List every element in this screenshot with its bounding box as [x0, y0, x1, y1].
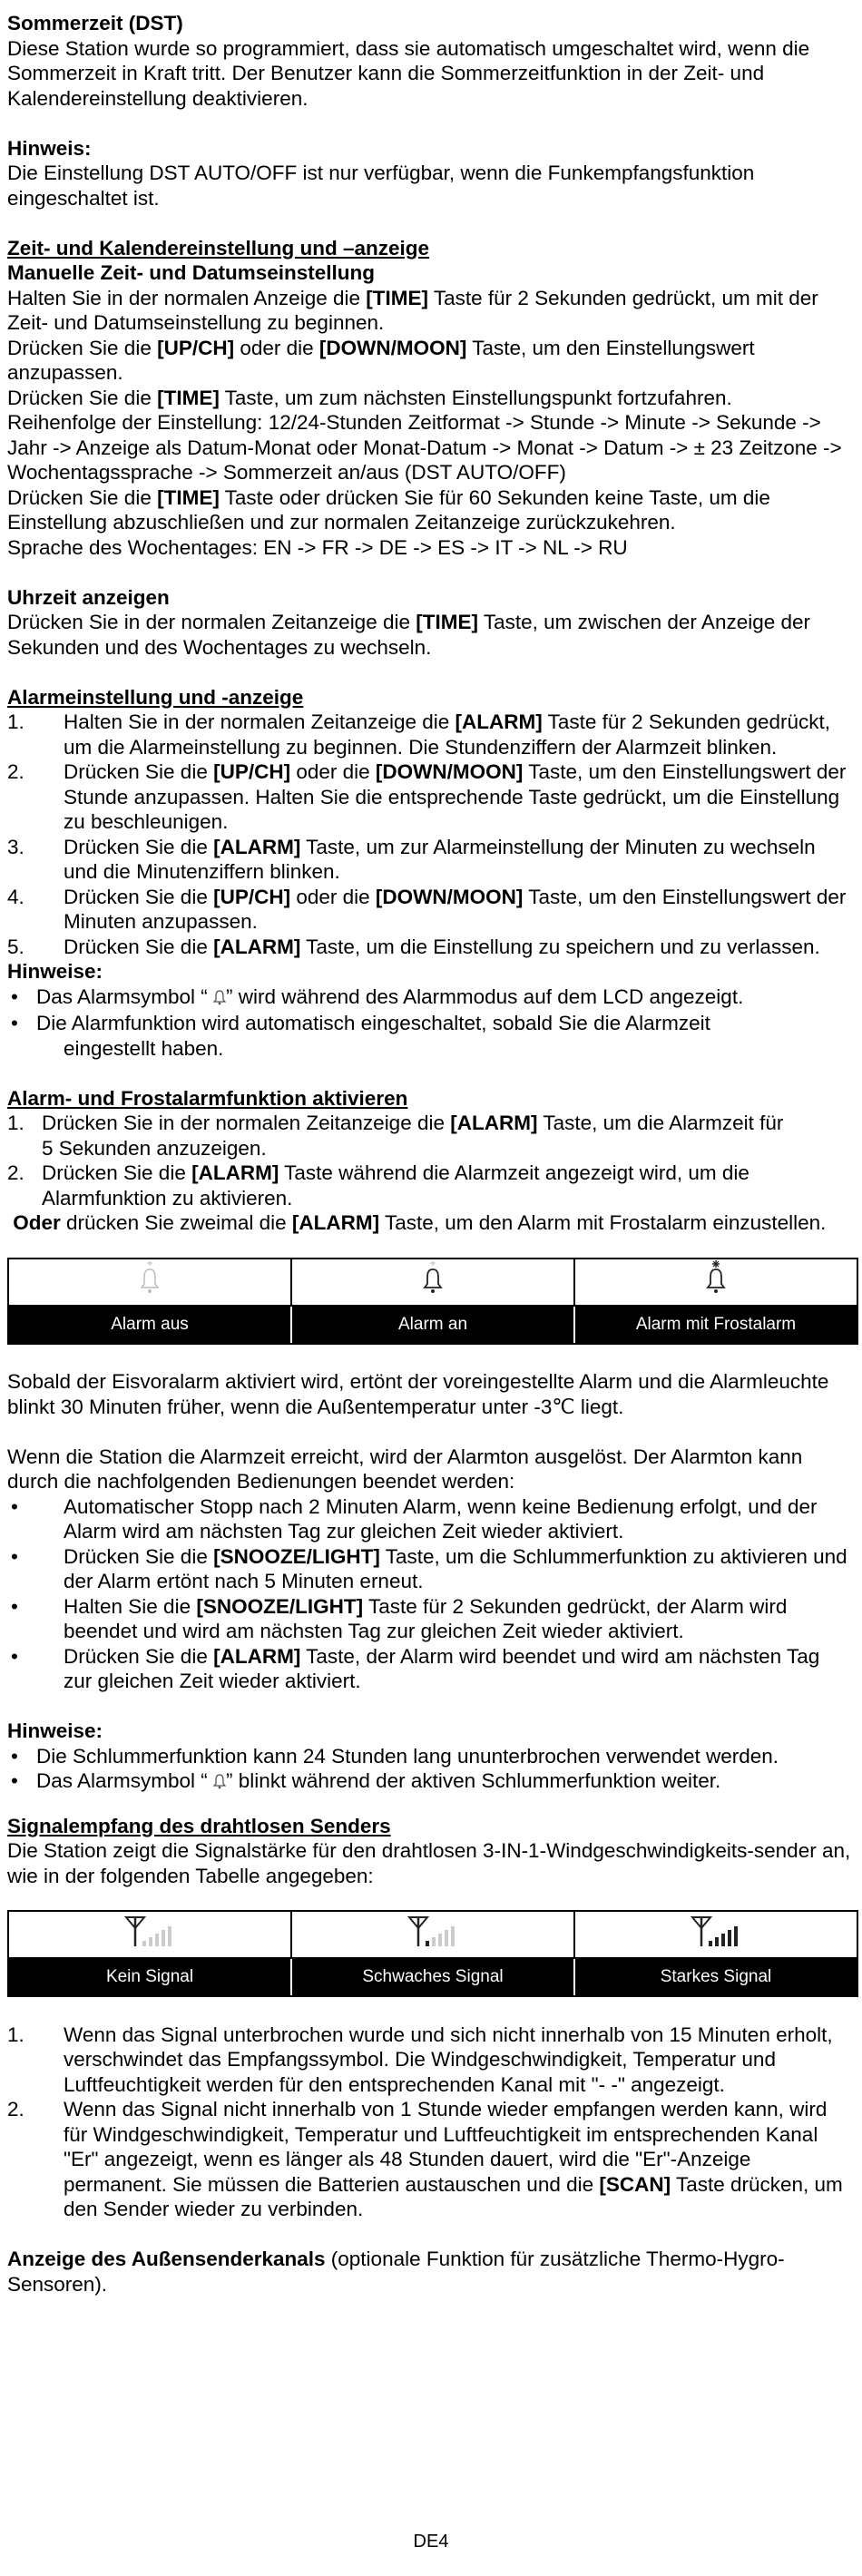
weak-signal-label: Schwaches Signal	[292, 1959, 575, 1995]
show-time-text: Drücken Sie in der normalen Zeitanzeige die [TIME] Taste, um zwischen der Anzeige der Sekunden und des Wochentages zu wechseln.	[7, 611, 811, 659]
dst-text: Diese Station wurde so programmiert, dass sie automatisch umgeschaltet wird, wenn die Sommerzeit in Kraft tritt. Der Benutzer kann die Sommerzeitfunktion in der Zeit- und Kalendereinstellung deaktivieren.	[7, 36, 810, 110]
weak-signal-cell	[292, 1912, 575, 1957]
frost-or-text: Oder drücken Sie zweimal die [ALARM] Taste, um den Alarm mit Frostalarm einzustellen.	[13, 1211, 827, 1234]
signal-icon-table	[7, 1910, 858, 1997]
no-signal-label: Kein Signal	[9, 1959, 292, 1995]
alarm-on-label: Alarm an	[292, 1307, 575, 1343]
list-item: • Drücken Sie die [SNOOZE/LIGHT] Taste, um die Schlummerfunktion zu aktivieren und der Alarm ertönt nach 5 Minuten erneut.	[11, 1544, 847, 1592]
stop-options-list	[7, 1494, 851, 1694]
frost-steps-list	[7, 1111, 851, 1210]
list-item: 1. Wenn das Signal unterbrochen wurde und sich nicht innerhalb von 15 Minuten erholt, verschwindet das Empfangssymbol. Die Windgeschwindigkeit, Temperatur und Luftfeuchtigkeit werden für den entsprechenden Kanal mit "- -" angezeigt.	[7, 2023, 833, 2096]
frost-heading: Alarm- und Frostalarmfunktion aktivieren	[7, 1086, 408, 1110]
bell-frost-icon	[705, 1260, 727, 1303]
alarm-heading: Alarmeinstellung und -anzeige	[7, 685, 304, 709]
time-setting-subheading: Manuelle Zeit- und Datumseinstellung	[7, 261, 376, 284]
antenna-strong-signal-icon	[689, 1914, 743, 1956]
no-signal-cell	[9, 1912, 292, 1957]
hints2-list	[7, 1744, 851, 1796]
time-setting-p2: Drücken Sie die [UP/CH] oder die [DOWN/MOON] Taste, um den Einstellungswert anzupassen.	[7, 336, 755, 384]
alarm-steps-list	[7, 710, 851, 959]
alarm-label-row	[9, 1307, 857, 1343]
list-item: 1. Halten Sie in der normalen Zeitanzeige die [ALARM] Taste für 2 Sekunden gedrückt, um die Alarmeinstellung zu beginnen. Die Stundenziffern der Alarmzeit blinken.	[7, 710, 831, 759]
page-number: DE4	[413, 2532, 449, 2552]
list-item: • Automatischer Stopp nach 2 Minuten Alarm, wenn keine Bedienung erfolgt, und der Alarm wird am nächsten Tag zur gleichen Zeit wieder aktiviert.	[11, 1494, 818, 1543]
time-setting-heading: Zeit- und Kalendereinstellung und –anzeige	[7, 236, 430, 260]
alarm-hints-title: Hinweise:	[7, 960, 103, 983]
bell-icon	[422, 1260, 444, 1303]
show-time-title: Uhrzeit anzeigen	[7, 585, 170, 609]
signal-notes-list	[7, 2023, 851, 2222]
alarm-frost-label: Alarm mit Frostalarm	[635, 1314, 797, 1334]
alarm-frost-cell	[575, 1259, 857, 1305]
list-item: 4. Drücken Sie die [UP/CH] oder die [DOWN/MOON] Taste, um den Einstellungswert der Minuten anzupassen.	[7, 885, 847, 933]
list-item: • Das Alarmsymbol “ ” wird während des Alarmmodus auf dem LCD angezeigt.	[7, 984, 851, 1012]
hints2-title: Hinweise:	[7, 1719, 103, 1742]
signal-heading: Signalempfang des drahtlosen Senders	[7, 1814, 391, 1837]
stop-intro: Wenn die Station die Alarmzeit erreicht, wird der Alarmton ausgelöst. Der Alarmton kann durch die nachfolgenden Bedienungen beendet werden:	[7, 1445, 803, 1493]
dst-title: Sommerzeit (DST)	[7, 12, 183, 34]
bell-off-icon	[139, 1260, 161, 1303]
alarm-off-cell	[9, 1259, 292, 1305]
antenna-weak-signal-icon	[406, 1914, 460, 1956]
list-item: 2. Wenn das Signal nicht innerhalb von 1 Stunde wieder empfangen werden kann, wird für Windgeschwindigkeit, Temperatur und Luftfeuchtigkeit im entsprechenden Kanal "Er" angezeigt, wenn es länger als 48 Stunden dauert, wird die "Er"-Anzeige permanent. Sie müssen die Batterien austauschen und die [SCAN] Taste drücken, um den Sender wieder zu verbinden.	[7, 2098, 843, 2220]
alarm-hints-list	[7, 984, 851, 1062]
signal-text: Die Station zeigt die Signalstärke für den drahtlosen 3-IN-1-Windgeschwindigkeits-sender an, wie in der folgenden Tabelle angegeben:	[7, 1839, 851, 1887]
list-item: 5. Drücken Sie die [ALARM] Taste, um die Einstellung zu speichern und zu verlassen.	[7, 935, 820, 958]
list-item: • Die Alarmfunktion wird automatisch eingeschaltet, sobald Sie die Alarmzeit eingestellt haben.	[11, 1012, 710, 1060]
list-item: • Die Schlummerfunktion kann 24 Stunden lang ununterbrochen verwendet werden.	[11, 1744, 779, 1768]
list-item: • Halten Sie die [SNOOZE/LIGHT] Taste für 2 Sekunden gedrückt, der Alarm wird beendet und wird am nächsten Tag zur gleichen Zeit wieder aktiviert.	[11, 1594, 788, 1642]
signal-icon-row	[9, 1912, 857, 1959]
strong-signal-cell	[575, 1912, 857, 1957]
outdoor-channel-text: Anzeige des Außensenderkanals (optionale Funktion für zusätzliche Thermo-Hygro-Sensoren).	[7, 2248, 785, 2296]
time-setting-p5: Drücken Sie die [TIME] Taste oder drücken Sie für 60 Sekunden keine Taste, um die Einstellung abzuschließen und zur normalen Zeitanzeige zurückzukehren.	[7, 485, 770, 534]
list-item: • Drücken Sie die [ALARM] Taste, der Alarm wird beendet und wird am nächsten Tag zur gleichen Zeit wieder aktiviert.	[11, 1644, 820, 1692]
alarm-on-cell	[292, 1259, 575, 1305]
time-setting-p1: Halten Sie in der normalen Anzeige die [TIME] Taste für 2 Sekunden gedrückt, um mit der Zeit- und Datumseinstellung zu beginnen.	[7, 286, 818, 334]
list-item: 2. Drücken Sie die [UP/CH] oder die [DOWN/MOON] Taste, um den Einstellungswert der Stunde anzupassen. Halten Sie die entsprechende Taste gedrückt, um die Einstellung zu beschleunigen.	[7, 760, 847, 833]
strong-signal-label: Starkes Signal	[660, 1967, 772, 1987]
hint1-text: Die Einstellung DST AUTO/OFF ist nur verfügbar, wenn die Funkempfangsfunktion eingeschaltet ist.	[7, 162, 755, 210]
time-setting-language: Sprache des Wochentages: EN -> FR -> DE -> ES -> IT -> NL -> RU	[7, 535, 628, 559]
list-item: 1. Drücken Sie in der normalen Zeitanzeige die [ALARM] Taste, um die Alarmzeit für 5 Sekunden anzuzeigen.	[7, 1112, 784, 1160]
bell-icon	[213, 986, 226, 1012]
document-page	[7, 11, 851, 2297]
time-setting-p3: Drücken Sie die [TIME] Taste, um zum nächsten Einstellungspunkt fortzufahren.	[7, 386, 732, 409]
ice-alarm-text: Sobald der Eisvoralarm aktiviert wird, ertönt der voreingestellte Alarm und die Alarmleuchte blinkt 30 Minuten früher, wenn die Außentemperatur unter -3℃ liegt.	[7, 1370, 829, 1418]
list-item: 2. Drücken Sie die [ALARM] Taste während die Alarmzeit angezeigt wird, um die Alarmfunktion zu aktivieren.	[7, 1161, 749, 1210]
alarm-icon-table	[7, 1258, 858, 1345]
alarm-icon-row	[9, 1259, 857, 1307]
alarm-off-label: Alarm aus	[9, 1307, 292, 1343]
bell-icon	[213, 1770, 226, 1796]
antenna-no-signal-icon	[122, 1914, 177, 1956]
time-setting-order: Reihenfolge der Einstellung: 12/24-Stunden Zeitformat -> Stunde -> Minute -> Sekunde -> Jahr -> Anzeige als Datum-Monat oder Monat-Datum -> Monat -> Datum -> ± 23 Zeitzone -> Wochentagssprache -> Sommerzeit an/aus (DST AUTO/OFF)	[7, 411, 842, 484]
list-item: • Das Alarmsymbol “ ” blinkt während der aktiven Schlummerfunktion weiter.	[7, 1768, 851, 1796]
signal-label-row	[9, 1959, 857, 1995]
list-item: 3. Drücken Sie die [ALARM] Taste, um zur Alarmeinstellung der Minuten zu wechseln und die Minutenziffern blinken.	[7, 835, 816, 883]
hint1-title: Hinweis:	[7, 136, 92, 160]
